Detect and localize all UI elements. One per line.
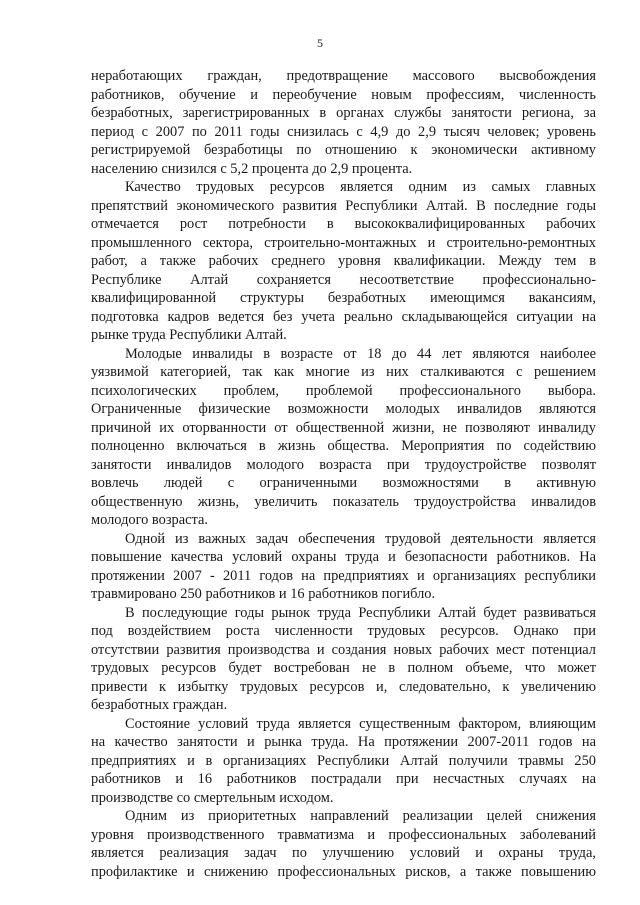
text-line: Ограниченные физические возможности молодых инвалидов являются	[91, 401, 596, 417]
text-line: вовлечь людей с ограниченными возможностями в активную	[91, 475, 596, 491]
text-line: занятости инвалидов молодого возраста при трудоустройстве позволят	[91, 456, 596, 473]
paragraph	[91, 715, 596, 808]
paragraph	[91, 178, 596, 345]
paragraph	[91, 67, 596, 178]
text-line: неработающих граждан, предотвращение массового высвобождения	[91, 68, 596, 84]
paragraph	[91, 807, 596, 881]
text-line: рынке труда Республики Алтай.	[91, 327, 287, 343]
text-line: период с 2007 по 2011 годы снизилась с 4,9 до 2,9 тысяч человек; уровень	[91, 123, 596, 140]
text-line: Одной из важных задач обеспечения трудовой деятельности является	[125, 530, 596, 547]
text-line: безработных, зарегистрированных в органах службы занятости региона, за	[91, 105, 596, 121]
text-line: регистрируемой безработицы по отношению к экономически активному	[91, 142, 596, 158]
text-line: Молодые инвалиды в возрасте от 18 до 44 лет являются наиболее	[125, 345, 596, 362]
text-line: полноценно включаться в жизнь общества. Мероприятия по содействию	[91, 438, 596, 454]
text-line: общественную жизнь, увеличить показатель трудоустройства инвалидов	[91, 493, 596, 510]
text-line: безработных граждан.	[91, 697, 228, 713]
text-line: промышленного сектора, строительно-монтажных и строительно-ремонтных	[91, 234, 596, 251]
text-line: трудовых ресурсов будет востребован не в полном объеме, что может	[91, 660, 596, 676]
text-line: отсутствии развития производства и создания новых рабочих мест потенциал	[91, 641, 596, 658]
text-line: протяжении 2007 - 2011 годов на предприятиях и организациях республики	[91, 567, 596, 584]
document-body	[91, 67, 596, 881]
paragraph	[91, 345, 596, 530]
text-line: населению снизился с 5,2 процента до 2,9 процента.	[91, 160, 413, 177]
text-line: причиной их оторванности от общественной жизни, не позволяют инвалиду	[91, 419, 596, 436]
text-line: психологических проблем, проблемой профессионального выбора.	[91, 382, 596, 399]
text-line: повышение качества условий охраны труда и безопасности работников. На	[91, 549, 596, 565]
text-line: В последующие годы рынок труда Республики Алтай будет развиваться	[125, 604, 596, 621]
text-line: Одним из приоритетных направлений реализации целей снижения	[125, 808, 596, 824]
text-line: подготовка кадров ведется без учета реально складывающейся ситуации на	[91, 308, 596, 325]
text-line: производстве со смертельным исходом.	[91, 789, 334, 806]
page-number: 5	[317, 36, 323, 50]
text-line: Состояние условий труда является существенным фактором, влияющим	[125, 715, 596, 732]
text-line: Качество трудовых ресурсов является одним из самых главных	[125, 179, 596, 195]
text-line: работников, обучение и переобучение новым профессиям, численность	[91, 86, 596, 103]
text-line: является реализация задач по улучшению условий и охраны труда,	[91, 845, 596, 861]
text-line: работ, а также рабочих среднего уровня квалификации. Между тем в	[91, 253, 596, 269]
paragraph	[91, 530, 596, 604]
text-line: отмечается рост потребности в высококвалифицированных рабочих	[91, 216, 596, 232]
text-line: квалифицированной структуры безработных имеющимся вакансиям,	[91, 290, 596, 306]
text-line: под воздействием роста численности трудовых ресурсов. Однако при	[91, 623, 596, 639]
text-line: профилактике и снижению профессиональных рисков, а также повышению	[91, 863, 596, 880]
text-line: на качество занятости и рынка труда. На протяжении 2007-2011 годов на	[91, 734, 596, 750]
text-line: препятствий экономического развития Республики Алтай. В последние годы	[91, 197, 596, 214]
paragraph	[91, 604, 596, 715]
text-line: работников и 16 работников пострадали при несчастных случаях на	[91, 771, 596, 787]
text-line: уязвимой категорией, так как многие из них сталкиваются с решением	[91, 364, 596, 380]
text-line: предприятиях и в организациях Республики Алтай получили травмы 250	[91, 752, 596, 769]
text-line: травмировано 250 работников и 16 работников погибло.	[91, 586, 436, 602]
text-line: уровня производственного травматизма и профессиональных заболеваний	[91, 826, 596, 843]
text-line: молодого возраста.	[91, 512, 208, 528]
text-line: Республике Алтай сохраняется несоответствие профессионально-	[91, 271, 596, 288]
text-line: привести к избытку трудовых ресурсов и, следовательно, к увеличению	[91, 678, 596, 695]
